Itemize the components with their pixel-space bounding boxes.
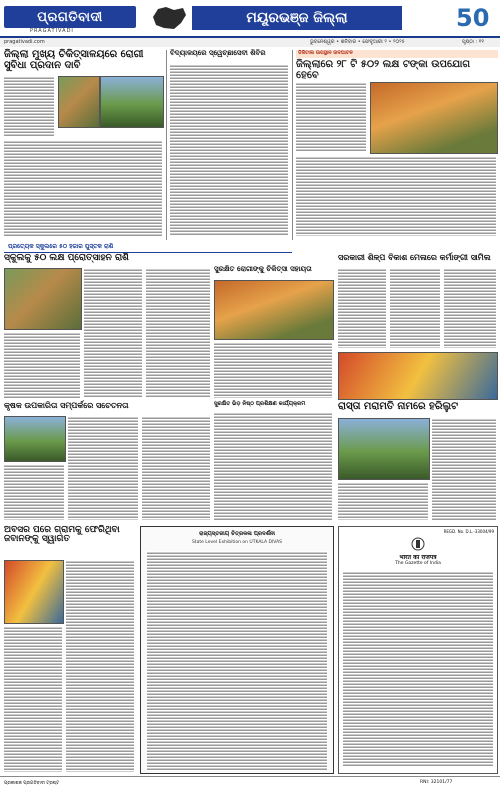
road-photo [338, 418, 430, 480]
road-headline[interactable]: ରାସ୍ତା ମରାମତି ନାମରେ ହରିଲୁଟ [338, 401, 459, 412]
svg-text:50: 50 [456, 4, 490, 32]
column-divider [166, 50, 167, 240]
gazette-title: भारत का राजपत्र [399, 554, 437, 561]
farmer-photo [4, 416, 66, 462]
bottom-left-text-col2 [66, 560, 134, 772]
hospital-headline[interactable]: ସୁରକ୍ଷିତ ରୋଗୀଙ୍କୁ ଚିକିତ୍ସା ସହାୟତା [214, 265, 312, 273]
mid-text-body [170, 64, 288, 236]
page-number: ପୃଷ୍ଠା : ୧୧ [462, 39, 484, 45]
bottom-left-photo [4, 560, 64, 624]
lead-text-body [4, 140, 162, 236]
market-text-col1 [338, 268, 386, 348]
road-text-col1 [338, 482, 428, 520]
hospital-photo [214, 280, 334, 340]
logo-subtitle: PRAGATIVADI [30, 28, 74, 34]
tender-advertisement[interactable] [140, 526, 334, 774]
gazette-reg: REGD. No. D.L.-33004/99 [443, 529, 494, 534]
footer-rni: RNI: 32101/77 [420, 780, 453, 785]
market-text-col3 [444, 268, 496, 348]
column-divider [292, 50, 293, 240]
bottom-left-text-col1 [4, 626, 62, 772]
market-headline[interactable]: ସରକାରୀ ଶିଳ୍ପ ବିକାଶ ମେଳାରେ କର୍ମାଙ୍ଗୀ ସାମିଲ [338, 253, 491, 262]
culture-headline[interactable]: ସୁରକ୍ଷିତ ଭିଡ଼ ନିଷ୍ଠ ପ୍ରଶିକ୍ଷଣ କାର୍ଯ୍ୟକ୍ରମ [214, 401, 306, 407]
gazette-notice[interactable] [338, 526, 498, 774]
banner-headline[interactable]: ପ୍ରତ୍ୟେକ ସ୍କୁଲରେ ୫୦ ହଜାର ପୁସ୍ତକ ରାଶି [4, 242, 292, 253]
culture-text [214, 412, 332, 520]
farmer-text-col0 [4, 464, 64, 520]
lead-headline[interactable]: ଜିଲ୍ଲା ମୁଖ୍ୟ ଚିକିତ୍ସାଳୟରେ ରୋଗୀ ସୁବିଧା ପ୍ରଦାନ ଦାବି [4, 49, 144, 71]
farmer-headline[interactable]: କୃଷକ ଉପକାରିତା ସମ୍ପର୍କରେ ସଚେତନତା [4, 401, 129, 410]
footer [0, 776, 500, 789]
website-link[interactable]: pragativadi.com [4, 39, 45, 45]
newspaper-logo[interactable]: ପ୍ରଗତିବାଦୀ [4, 6, 136, 28]
market-photo [338, 352, 498, 400]
region-title: ମୟୂରଭଞ୍ଜ ଜିଲ୍ଲା [192, 6, 402, 30]
dateline [0, 38, 500, 47]
right-headline[interactable]: ଜିଲ୍ଲାରେ ୨୮ ଟି ୫୦୨ ଲକ୍ଷ ଟଙ୍କା ଉପଯୋଗ ହେବେ [296, 59, 471, 81]
mid-headline[interactable]: ବିଦ୍ୟାଳୟରେ ସ୍ୱେଚ୍ଛାସେବୀ ଶିବିର [170, 49, 266, 57]
school-text-col2 [146, 268, 210, 398]
farmer-text-col1 [68, 416, 138, 520]
tender-subtitle: State Level Exhibition on UTKALA DIVAS [191, 540, 283, 545]
school-headline[interactable]: ସ୍କୁଲକୁ ୫୦ ଲକ୍ଷ ପ୍ରୋତ୍ସାହନ ରାଶି [4, 253, 129, 263]
hospital-text [214, 342, 332, 398]
school-photo [4, 268, 82, 330]
right-photo-event [370, 82, 498, 154]
anniversary-logo [452, 2, 496, 32]
date-text: ଭୁବନେଶ୍ୱର • ଶନିବାର • ଫେବୃଆରୀ ୨ • ୨୦୨୫ [310, 39, 405, 45]
right-text-body [296, 156, 496, 236]
lead-text-col1 [4, 76, 54, 136]
right-kicker: ଡିଜିଟାଲ ଉପସ୍ଥାନ ଉଦଘାଟନ [296, 50, 498, 58]
footer-publisher: ପ୍ରକାଶକ ପ୍ରଗତିବାଦୀ ଟ୍ରଷ୍ଟ [4, 781, 60, 786]
lead-photo-crowd [100, 76, 164, 128]
school-text-col0 [4, 332, 80, 398]
tender-table [147, 551, 327, 771]
bottom-left-headline[interactable]: ଅବସର ପରେ ଗ୍ରାମକୁ ଫେରିଥିବା ଜବାନଙ୍କୁ ସ୍ୱାଗତ [4, 525, 120, 545]
school-text-col1 [84, 268, 142, 398]
right-text-col1 [296, 82, 366, 152]
emblem-icon [411, 537, 425, 551]
market-text-col2 [390, 268, 440, 348]
tender-title: ରାଜ୍ୟସ୍ତରୀୟ ଚିତ୍ରକଳା ପ୍ରଦର୍ଶନୀ [199, 531, 275, 537]
map-icon [150, 3, 188, 33]
gazette-subtitle: The Gazette of India [395, 561, 441, 566]
road-text-col2 [432, 418, 496, 520]
lead-photo-hospital [58, 76, 100, 128]
gazette-text [343, 571, 493, 767]
farmer-text-col2 [142, 416, 210, 520]
